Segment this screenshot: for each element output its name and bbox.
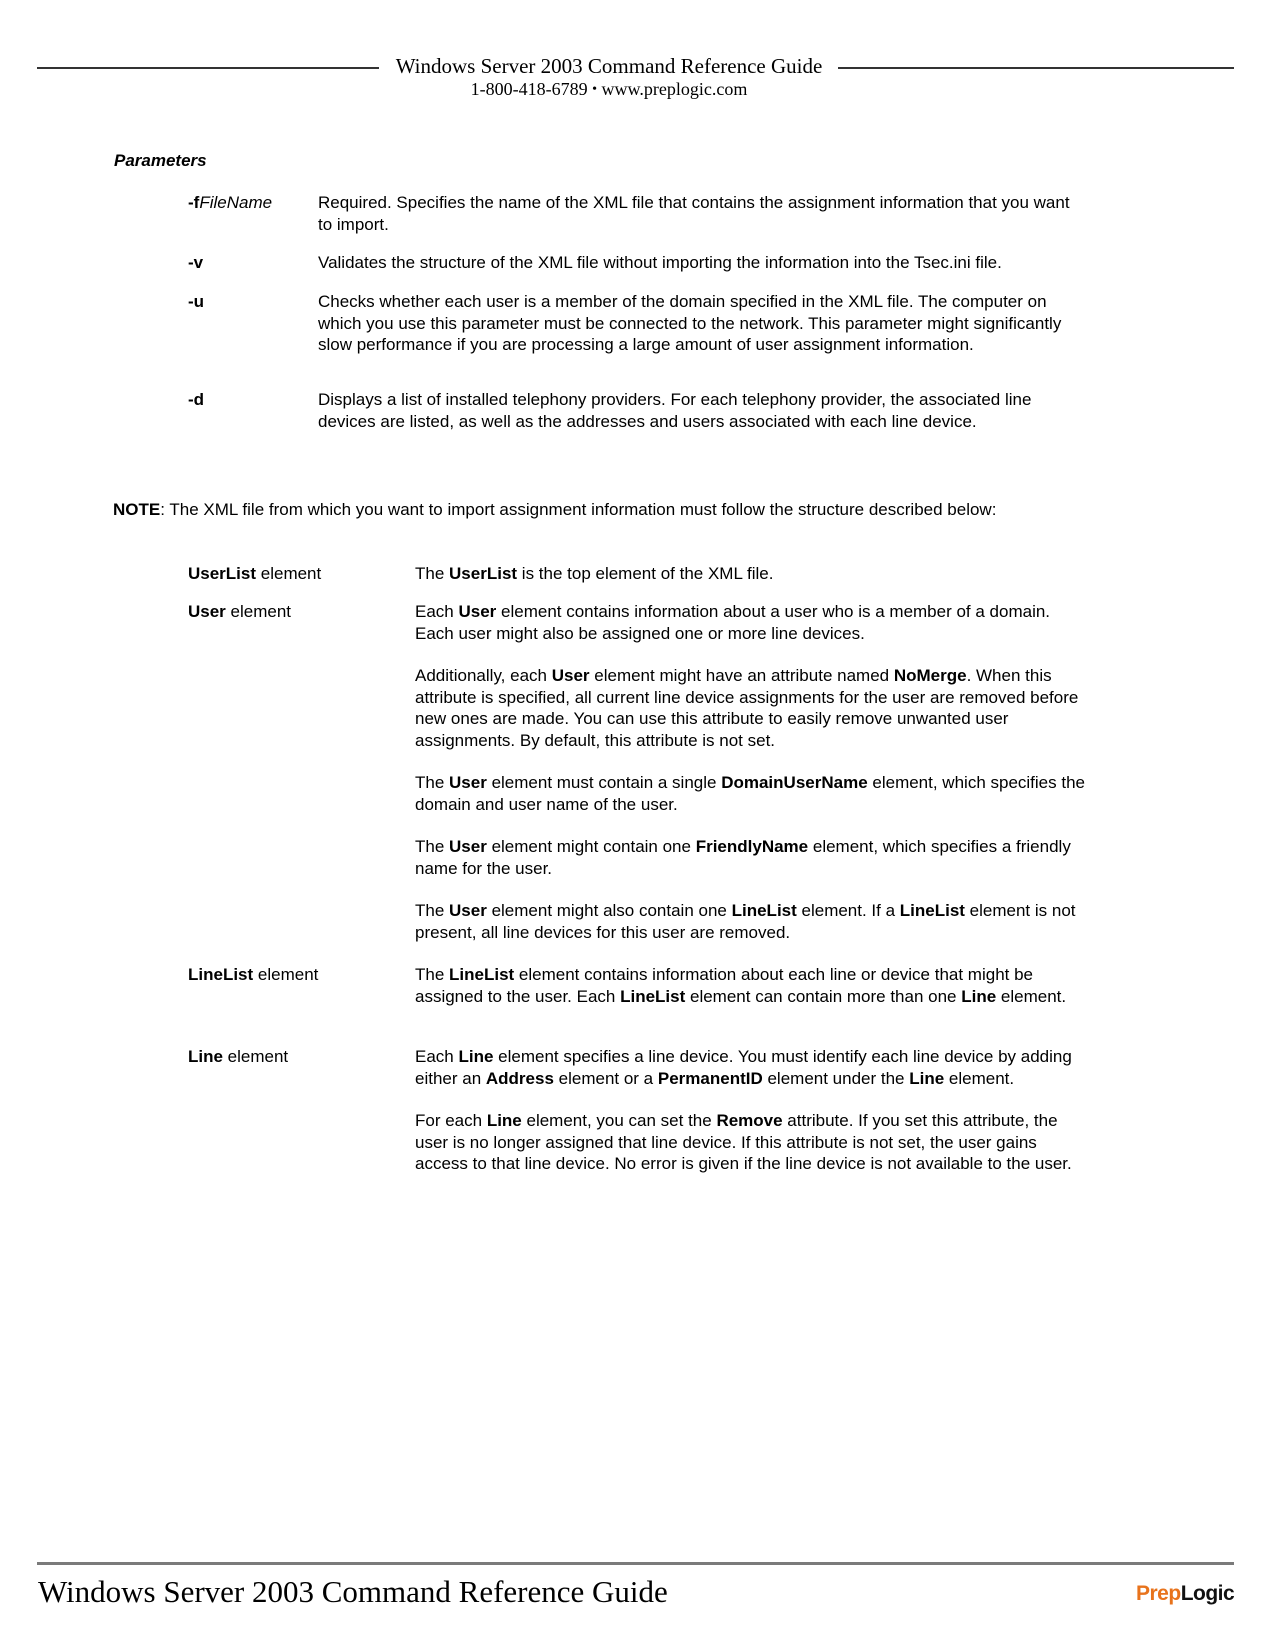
- footer-title: Windows Server 2003 Command Reference Guide: [38, 1574, 668, 1609]
- parameter-description: Validates the structure of the XML file without importing the information into the Tsec.ini file.: [318, 253, 1002, 272]
- parameter-name: -u: [188, 292, 205, 311]
- parameters-heading: Parameters: [114, 151, 207, 170]
- element-description-paragraph: Each User element contains information about a user who is a member of a domain. Each user might also be assigned one or more line devices.: [415, 602, 1051, 643]
- element-description-paragraph: The User element might also contain one LineList element. If a LineList element is not present, all line devices for this user are removed.: [415, 901, 1076, 942]
- element-name: Line element: [188, 1047, 289, 1066]
- element-description: [415, 563, 1087, 606]
- note-label: NOTE: [113, 500, 161, 519]
- element-name: User element: [188, 602, 292, 621]
- header-rule-right: [838, 67, 1234, 69]
- element-name: UserList element: [188, 564, 322, 583]
- note-paragraph: [113, 499, 1053, 521]
- element-description: [415, 601, 1087, 964]
- element-description-paragraph: The User element must contain a single DomainUserName element, which specifies the domain and user name of the user.: [415, 773, 1085, 814]
- element-description-paragraph: The User element might contain one FriendlyName element, which specifies a friendly name for the user.: [415, 837, 1071, 878]
- parameter-description: Required. Specifies the name of the XML file that contains the assignment information that you want to import.: [318, 193, 1070, 234]
- header-rule-left: [37, 67, 379, 69]
- element-description: [415, 964, 1087, 1028]
- note-text: : The XML file from which you want to import assignment information must follow the structure described below:: [160, 500, 997, 519]
- parameter-name: -d: [188, 390, 205, 409]
- element-description-paragraph: The UserList is the top element of the XML file.: [415, 564, 774, 583]
- element-name: LineList element: [188, 965, 319, 984]
- element-description: [415, 1046, 1087, 1196]
- parameter-description: Displays a list of installed telephony providers. For each telephony provider, the associated line devices are listed, as well as the addresses and users associated with each line device.: [318, 390, 1032, 431]
- header-title: Windows Server 2003 Command Reference Guide: [395, 54, 823, 78]
- header-separator: •: [592, 82, 598, 97]
- header-website: www.preplogic.com: [601, 79, 748, 99]
- element-description-paragraph: For each Line element, you can set the Remove attribute. If you set this attribute, the user is no longer assigned that line device. If this attribute is not set, the user gains access to that line device. No error is given if the line device is not available to the user.: [415, 1111, 1072, 1173]
- parameter-name: -v: [188, 253, 204, 272]
- footer-rule: [37, 1562, 1234, 1565]
- header-phone: 1-800-418-6789: [470, 79, 588, 99]
- parameter-name: -fFileName: [188, 193, 273, 212]
- parameter-description: Checks whether each user is a member of the domain specified in the XML file. The computer on which you use this parameter must be connected to the network. This parameter might significantly slow performance if you are processing a large amount of user assignment information.: [318, 292, 1062, 354]
- preplogic-logo: PrepLogic: [1136, 1582, 1235, 1605]
- element-description-paragraph: Each Line element specifies a line device. You must identify each line device by adding either an Address element or a PermanentID element under the Line element.: [415, 1047, 1072, 1088]
- element-description-paragraph: Additionally, each User element might have an attribute named NoMerge. When this attribute is specified, all current line device assignments for the user are removed before new ones are made. You can use this attribute to easily remove unwanted user assignments. By default, this attribute is not set.: [415, 666, 1079, 750]
- element-description-paragraph: The LineList element contains information about each line or device that might be assigned to the user. Each LineList element can contain more than one Line element.: [415, 965, 1067, 1006]
- header-contact: [380, 78, 838, 103]
